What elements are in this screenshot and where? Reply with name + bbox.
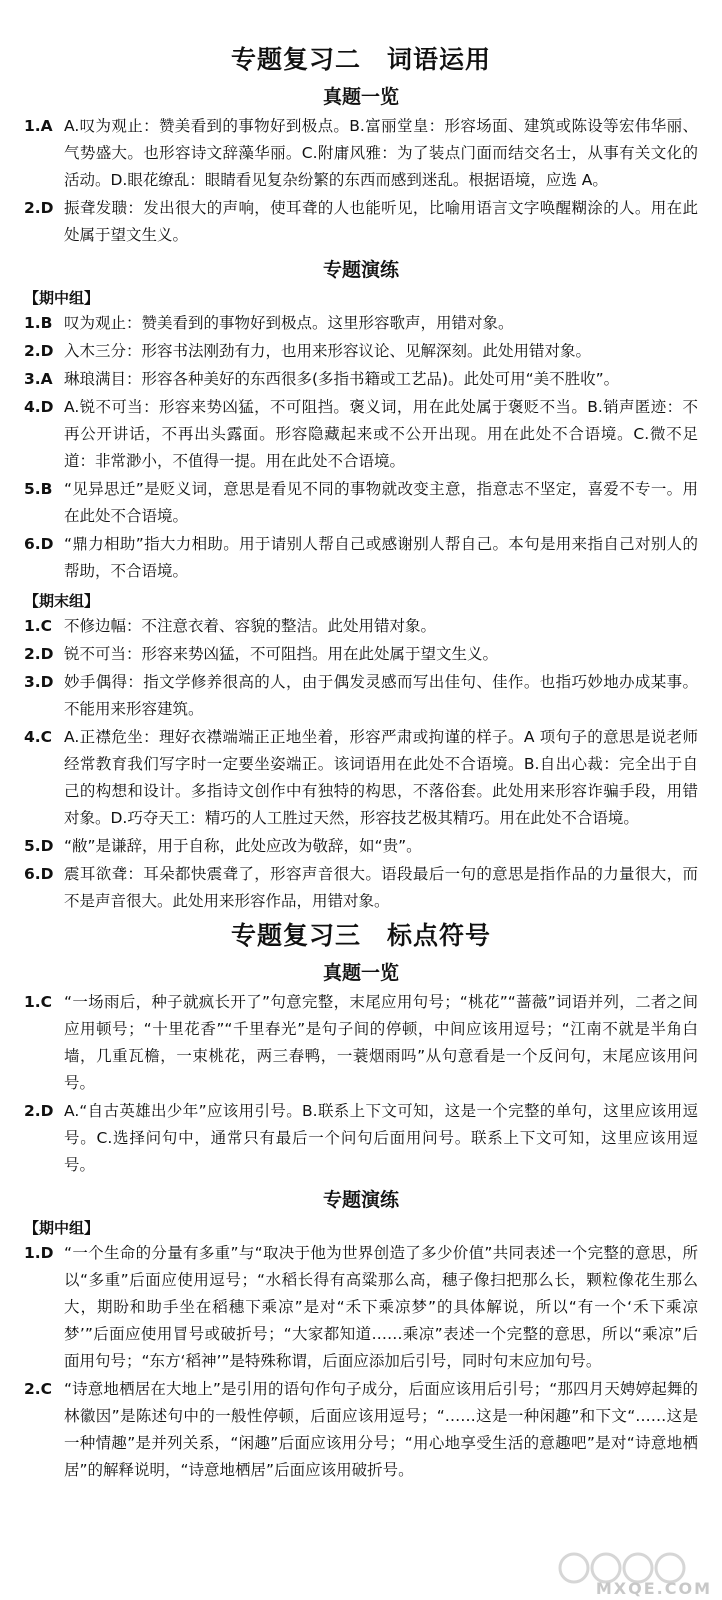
block — [24, 958, 698, 1179]
block — [24, 1185, 698, 1484]
answer-number: 2.D — [24, 1102, 54, 1120]
answer-text: 琳琅满目：形容各种美好的东西很多(多指书籍或工艺品)。此处可用“美不胜收”。 — [64, 370, 620, 388]
answer-number: 2.D — [24, 645, 54, 663]
block — [24, 82, 698, 249]
answer-text: A.叹为观止：赞美看到的事物好到极点。B.富丽堂皇：形容场面、建筑或陈设等宏伟华丽、气势盛大。也形容诗文辞藻华丽。C.附庸风雅：为了装点门面而结交名士，从事有关文化的活动。D.眼花缭乱：眼睛看见复杂纷繁的东西而感到迷乱。根据语境，应选 A。 — [64, 117, 698, 189]
answer-text: 不修边幅：不注意衣着、容貌的整洁。此处用错对象。 — [64, 617, 437, 635]
block-subtitle: 真题一览 — [322, 86, 399, 108]
answer-text: “鼎力相助”指大力相助。用于请别人帮自己或感谢别人帮自己。本句是用来指自己对别人的帮助，不合语境。 — [64, 535, 698, 580]
answer-item — [24, 531, 698, 585]
answer-number: 2.D — [24, 199, 54, 217]
answer-number: 6.D — [24, 535, 54, 553]
answer-number: 1.A — [24, 117, 53, 135]
answer-item — [24, 1376, 698, 1484]
answer-item — [24, 861, 698, 915]
answer-number: 5.B — [24, 480, 53, 498]
answer-number: 1.C — [24, 993, 53, 1011]
answer-item — [24, 394, 698, 475]
answer-item — [24, 833, 698, 860]
answer-text: 叹为观止：赞美看到的事物好到极点。这里形容歌声，用错对象。 — [64, 314, 514, 332]
answer-text: A.“自古英雄出少年”应该用引号。B.联系上下文可知，这是一个完整的单句，这里应该用逗号。C.选择问句中，通常只有最后一个问句后面用问号。联系上下文可知，这里应该用逗号。 — [64, 1102, 698, 1174]
answer-item — [24, 724, 698, 832]
answer-item — [24, 1240, 698, 1375]
answer-text: 入木三分：形容书法刚劲有力，也用来形容议论、见解深刻。此处用错对象。 — [64, 342, 592, 360]
answer-item — [24, 669, 698, 723]
section-title: 专题复习三 标点符号 — [230, 921, 491, 950]
group-label: 【期中组】 — [24, 289, 100, 307]
answer-text: A.锐不可当：形容来势凶猛，不可阻挡。褒义词，用在此处属于褒贬不当。B.销声匿迹：不再公开讲话，不再出头露面。形容隐藏起来或不公开出现。用在此处不合语境。C.微不足道：非常渺小，不值得一提。用在此处不合语境。 — [64, 398, 698, 470]
answer-text: A.正襟危坐：理好衣襟端端正正地坐着，形容严肃或拘谨的样子。A 项句子的意思是说老师经常教育我们写字时一定要坐姿端正。该词语用在此处不合语境。B.自出心裁：完全出于自己的构想和设计。多指诗文创作中有独特的构思，不落俗套。此处用来形容诈骗手段，用错对象。D.巧夺天工：精巧的人工胜过天然，形容技艺极其精巧。用在此处不合语境。 — [64, 728, 698, 827]
answer-number: 1.D — [24, 1244, 54, 1262]
answer-number: 1.B — [24, 314, 53, 332]
answer-text: “一场雨后，种子就疯长开了”句意完整，末尾应用句号；“桃花”“蔷薇”词语并列，二者之间应用顿号；“十里花香”“千里春光”是句子间的停顿，中间应该用逗号；“江南不就是半角白墙，几重瓦檐，一束桃花，两三春鸭，一蓑烟雨吗”从句意看是一个反问句，末尾应该用问号。 — [64, 993, 698, 1092]
answer-number: 3.D — [24, 673, 54, 691]
answer-item — [24, 366, 698, 393]
answer-text: 振聋发聩：发出很大的声响，使耳聋的人也能听见，比喻用语言文字唤醒糊涂的人。用在此处属于望文生义。 — [64, 199, 698, 244]
answer-item — [24, 195, 698, 249]
answer-number: 4.D — [24, 398, 54, 416]
answer-number: 2.D — [24, 342, 54, 360]
block-subtitle: 专题演练 — [322, 259, 399, 281]
answer-item — [24, 613, 698, 640]
answer-text: 锐不可当：形容来势凶猛，不可阻挡。用在此处属于望文生义。 — [64, 645, 499, 663]
block — [24, 255, 698, 915]
answer-text: 震耳欲聋：耳朵都快震聋了，形容声音很大。语段最后一句的意思是指作品的力量很大，而不是声音很大。此处用来形容作品，用错对象。 — [64, 865, 698, 910]
answer-number: 5.D — [24, 837, 54, 855]
answer-text: “诗意地栖居在大地上”是引用的语句作句子成分，后面应该用后引号；“那四月天娉婷起舞的林徽因”是陈述句中的一般性停顿，后面应该用逗号；“……这是一种闲趣”和下文“……这是一种情趣”是并列关系，“闲趣”后面应该用分号；“用心地享受生活的意趣吧”是对“诗意地栖居”的解释说明，“诗意地栖居”后面应该用破折号。 — [64, 1380, 698, 1479]
answer-number: 1.C — [24, 617, 53, 635]
answer-number: 4.C — [24, 728, 53, 746]
answer-number: 2.C — [24, 1380, 53, 1398]
answer-number: 3.A — [24, 370, 53, 388]
block-subtitle: 专题演练 — [322, 1189, 399, 1211]
group-label: 【期末组】 — [24, 592, 100, 610]
answer-item — [24, 338, 698, 365]
answer-text: “敝”是谦辞，用于自称，此处应改为敬辞，如“贵”。 — [64, 837, 422, 855]
answer-item — [24, 113, 698, 194]
section-1 — [24, 40, 698, 915]
answer-text: “见异思迁”是贬义词，意思是看见不同的事物就改变主意，指意志不坚定，喜爱不专一。用在此处不合语境。 — [64, 480, 698, 525]
answer-item — [24, 989, 698, 1097]
section-title: 专题复习二 词语运用 — [230, 45, 491, 74]
answer-item — [24, 641, 698, 668]
answer-item — [24, 310, 698, 337]
answer-text: “一个生命的分量有多重”与“取决于他为世界创造了多少价值”共同表述一个完整的意思，所以“多重”后面应使用逗号；“水稻长得有高粱那么高，穗子像扫把那么长，颗粒像花生那么大，期盼和助手坐在稻穗下乘凉”是对“禾下乘凉梦”的具体解说，所以“有一个‘禾下乘凉梦’”后面应使用冒号或破折号；“大家都知道……乘凉”表述一个完整的意思，所以“乘凉”后面用句号；“东方‘稻神’”是特殊称谓，后面应添加后引号，同时句末应加句号。 — [64, 1244, 698, 1370]
group-label: 【期中组】 — [24, 1219, 100, 1237]
answer-item — [24, 1098, 698, 1179]
section-2 — [24, 916, 698, 1484]
answer-item — [24, 476, 698, 530]
answer-text: 妙手偶得：指文学修养很高的人，由于偶发灵感而写出佳句、佳作。也指巧妙地办成某事。不能用来形容建筑。 — [64, 673, 698, 718]
answer-number: 6.D — [24, 865, 54, 883]
watermark-text: MXQE.COM — [595, 1579, 712, 1598]
block-subtitle: 真题一览 — [322, 962, 399, 984]
